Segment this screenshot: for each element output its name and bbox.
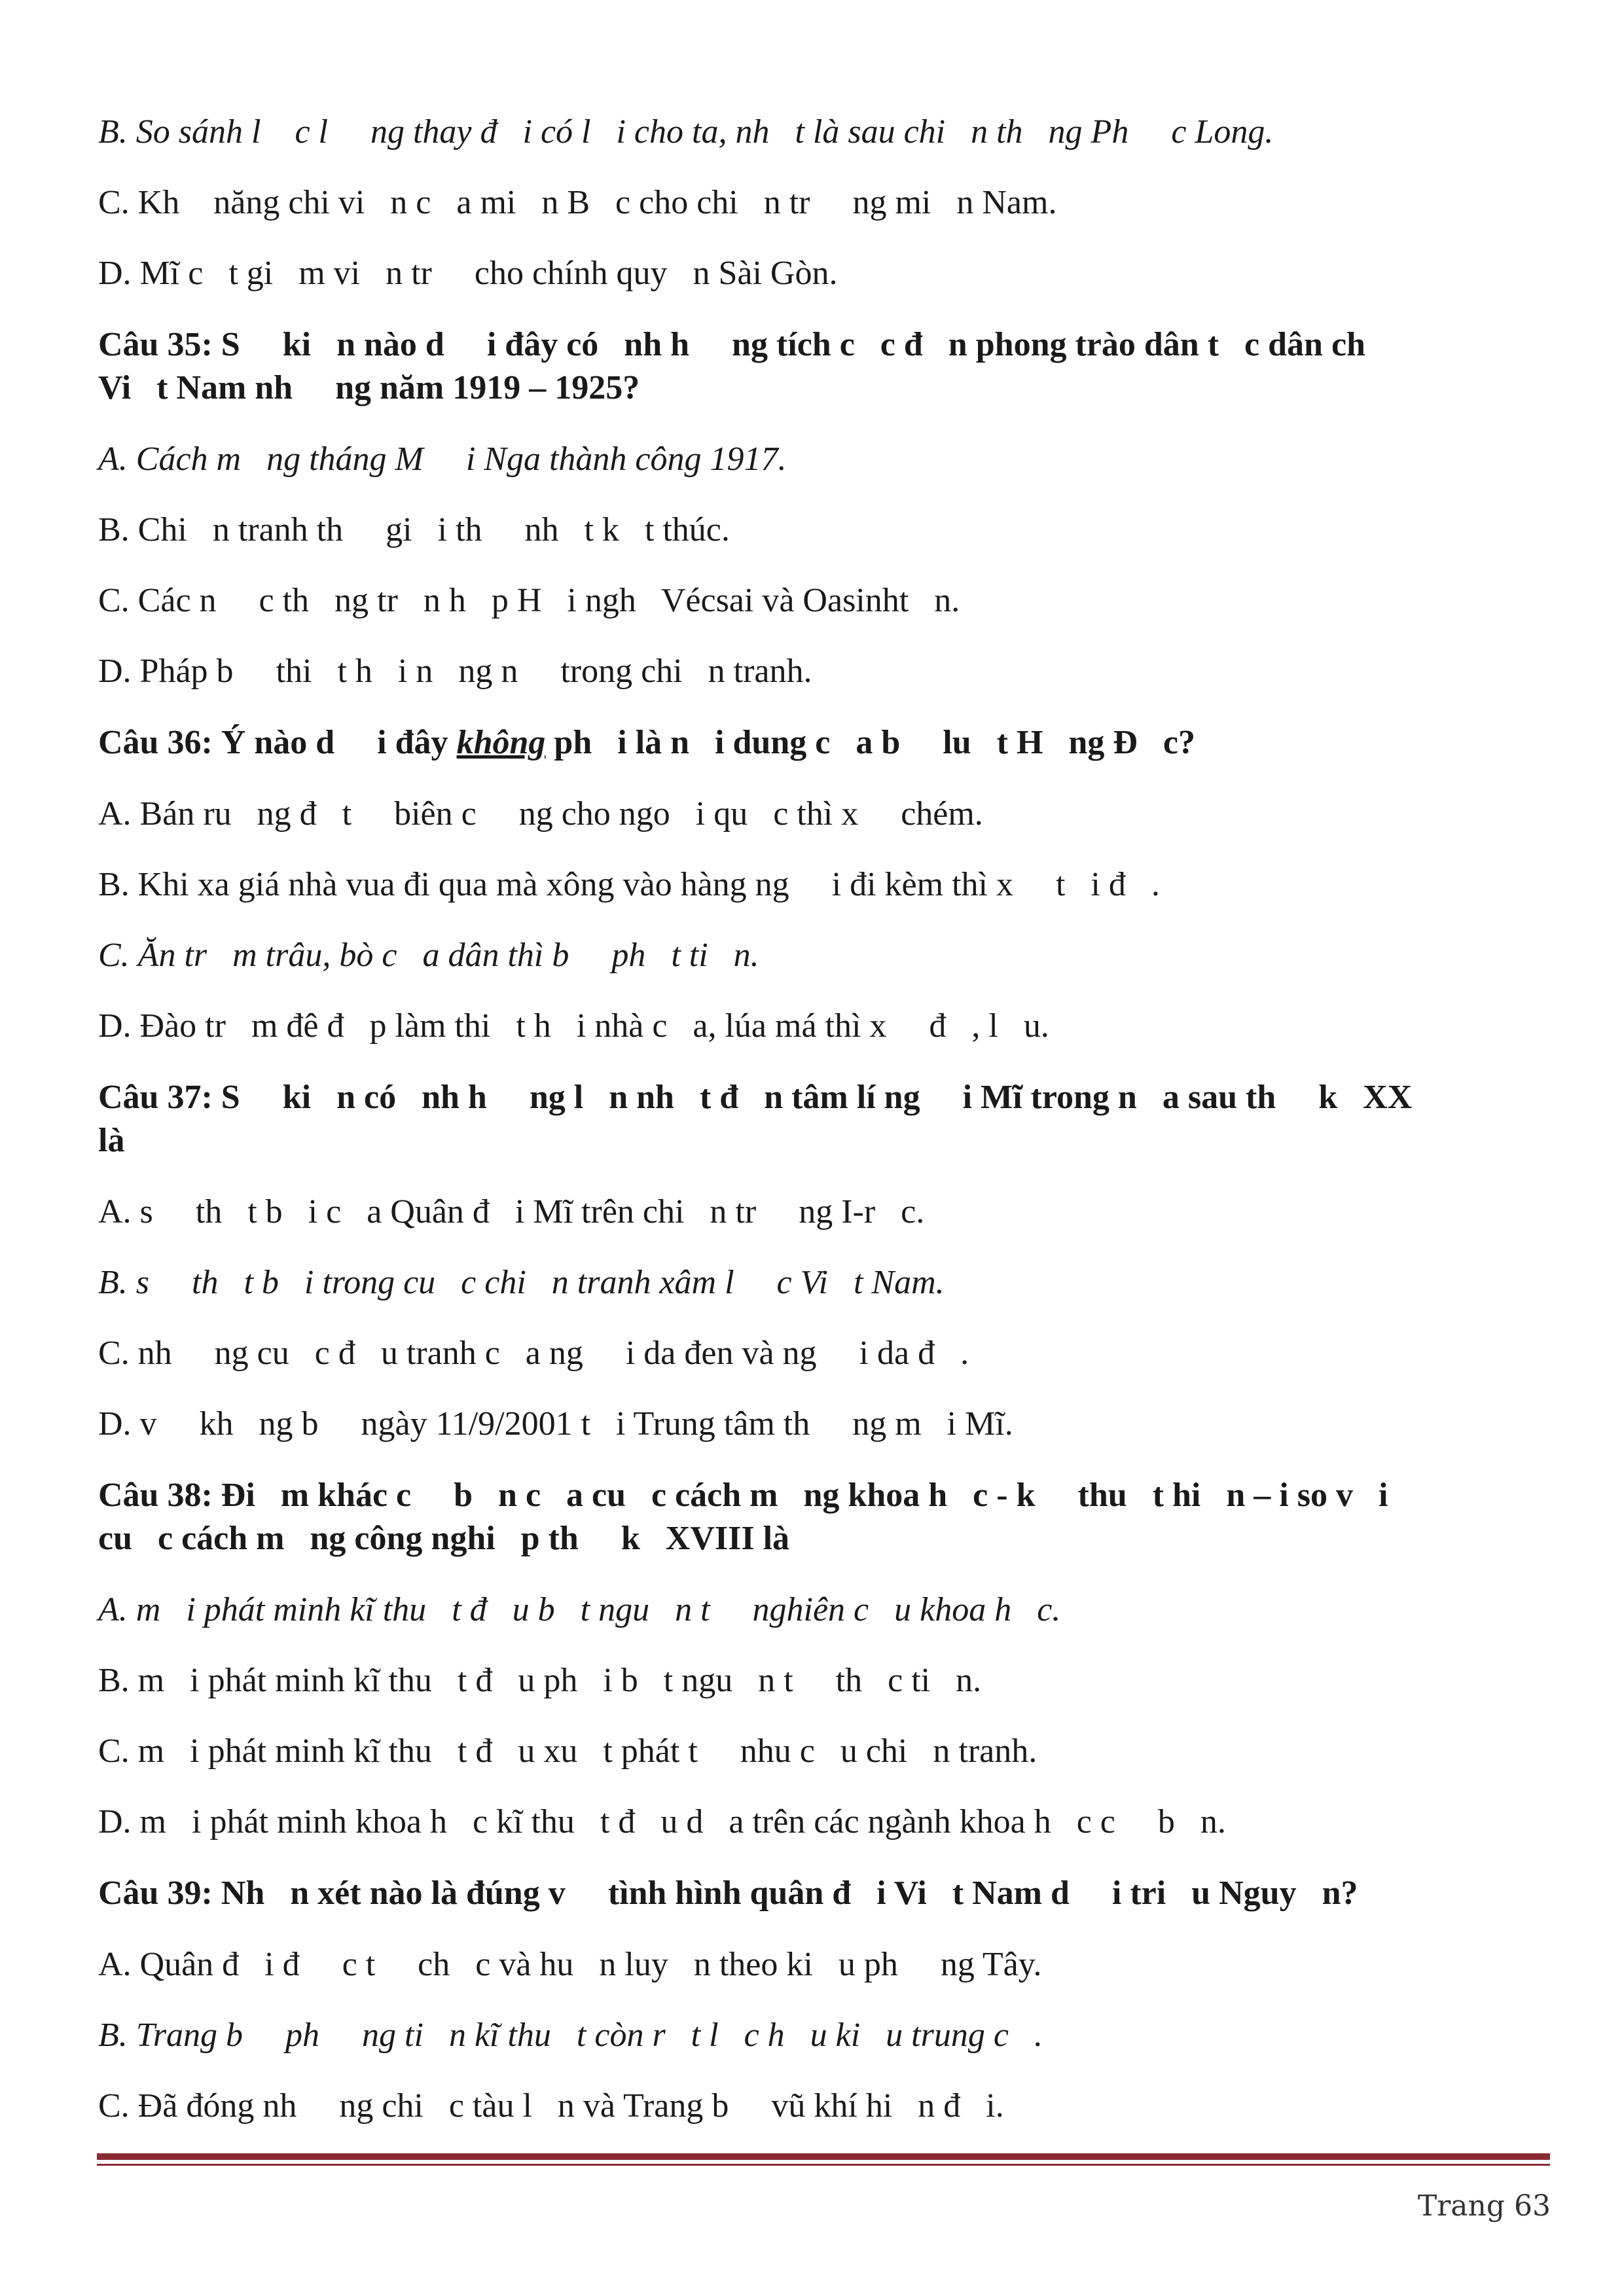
answer-36-b: B. Khi xa giá nhà vua đi qua mà xông vào hàng ng i đi kèm thì x t i đ . [98,866,1160,903]
footer-rule-thin [97,2164,1550,2166]
footer-rule-thick [97,2153,1550,2160]
answer-38-c: C. m i phát minh kĩ thu t đ u xu t phát t nhu c u chi n tranh. [98,1732,1038,1770]
answer-34-b: B. So sánh l c l ng thay đ i có l i cho ta, nh t là sau chi n th ng Ph c Long. [98,113,1274,151]
answer-38-b: B. m i phát minh kĩ thu t đ u ph i b t ngu n t th c ti n. [98,1662,982,1699]
answer-37-b: B. s th t b i trong cu c chi n tranh xâm l c Vi t Nam. [98,1264,945,1301]
answer-38-d: D. m i phát minh khoa h c kĩ thu t đ u d a trên các ngành khoa h c c b n. [98,1803,1226,1840]
question-36 [98,721,1525,764]
answer-35-c: C. Các n c th ng tr n h p H i ngh Vécsai và Oasinht n. [98,582,960,619]
answer-36-c: C. Ăn tr m trâu, bò c a dân thì b ph t ti n. [98,937,759,974]
answer-35-d: D. Pháp b thi t h i n ng n trong chi n tranh. [98,653,812,690]
answer-34-c: C. Kh năng chi vi n c a mi n B c cho chi n tr ng mi n Nam. [98,184,1057,221]
answer-39-c: C. Đã đóng nh ng chi c tàu l n và Trang b vũ khí hi n đ i. [98,2087,1004,2125]
question-36-keyword: không [456,724,546,761]
answer-38-a: A. m i phát minh kĩ thu t đ u b t ngu n t nghiên c u khoa h c. [98,1591,1061,1628]
answer-37-a: A. s th t b i c a Quân đ i Mĩ trên chi n tr ng I-r c. [98,1193,925,1230]
page-number: Trang 63 [1417,2189,1551,2223]
question-38: Câu 38: Đi m khác c b n c a cu c cách m ng khoa h c - k thu t hi n – i so v i cu c cách m ng công nghi p th k XVIII là [98,1477,1388,1557]
question-36-lead: Câu 36: Ý nào d i đây [98,724,457,761]
answer-36-a: A. Bán ru ng đ t biên c ng cho ngo i qu c thì x chém. [98,795,983,833]
answer-39-b: B. Trang b ph ng ti n kĩ thu t còn r t l c h u ki u trung c . [98,2017,1043,2054]
answer-39-a: A. Quân đ i đ c t ch c và hu n luy n theo ki u ph ng Tây. [98,1946,1042,1983]
answer-34-d: D. Mĩ c t gi m vi n tr cho chính quy n Sài Gòn. [98,255,838,292]
question-37: Câu 37: S ki n có nh h ng l n nh t đ n tâm lí ng i Mĩ trong n a sau th k XX là [98,1079,1413,1159]
answer-35-b: B. Chi n tranh th gi i th nh t k t thúc. [98,511,730,548]
question-36-tail: ph i là n i dung c a b lu t H ng Đ c? [545,724,1195,761]
answer-36-d: D. Đào tr m đê đ p làm thi t h i nhà c a, lúa má thì x đ , l u. [98,1007,1049,1045]
answer-35-a: A. Cách m ng tháng M i Nga thành công 1917. [98,440,787,478]
exam-page-content [98,111,1525,2156]
answer-37-d: D. v kh ng b ngày 11/9/2001 t i Trung tâm th ng m i Mĩ. [98,1405,1013,1443]
question-39: Câu 39: Nh n xét nào là đúng v tình hình quân đ i Vi t Nam d i tri u Nguy n? [98,1874,1358,1912]
answer-37-c: C. nh ng cu c đ u tranh c a ng i da đen và ng i da đ . [98,1335,969,1372]
question-35: Câu 35: S ki n nào d i đây có nh h ng tích c c đ n phong trào dân t c dân ch Vi t Nam nh ng năm 1919 – 1925? [98,326,1365,406]
